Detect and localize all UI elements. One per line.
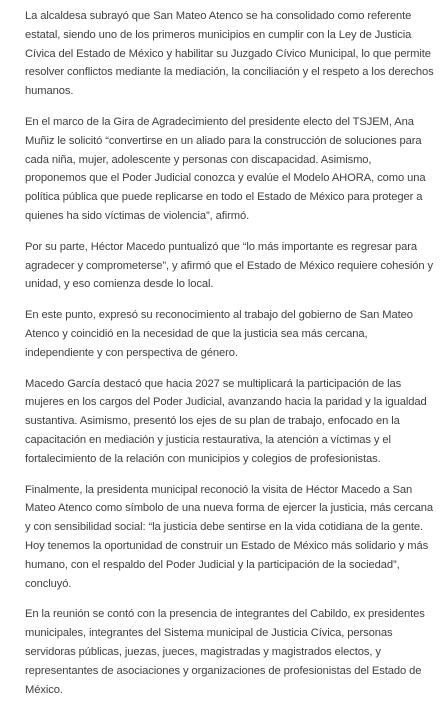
paragraph: En el marco de la Gira de Agradecimiento del presidente electo del TSJEM, Ana Muñiz le solicitó “convertirse en un aliado para la construcción de soluciones para cada niña, mujer, adolescente y personas con discapacidad. Asimismo, proponemos que el Poder Judicial conozca y evalúe el Modelo AHORA, como una política pública que puede replicarse en todo el Estado de México para proteger a quienes ha sido víctimas de violencia”, afirmó. [25,115,426,222]
article-body [25,7,435,711]
paragraph: Finalmente, la presidenta municipal reconoció la visita de Héctor Macedo a San Mateo Atenco como símbolo de una nueva forma de ejercer la justicia, más cercana y con sensibilidad social: “la justicia debe sentirse en la vida cotidiana de la gente. Hoy tenemos la oportunidad de construir un Estado de México más solidario y más humano, con el respaldo del Poder Judicial y la participación de la sociedad”, concluyó. [25,483,434,590]
paragraph: En este punto, expresó su reconocimiento al trabajo del gobierno de San Mateo Atenco y coincidió en la necesidad de que la justicia sea más cercana, independiente y con perspectiva de género. [25,309,413,359]
paragraph: Por su parte, Héctor Macedo puntualizó que “lo más importante es regresar para agradecer y comprometerse”, y afirmó que el Estado de México requiere cohesión y unidad, y eso comienza desde lo local. [25,240,434,291]
paragraph: Macedo García destacó que hacia 2027 se multiplicará la participación de las mujeres en los cargos del Poder Judicial, avanzando hacia la paridad y la igualdad sustantiva. Asimismo, presentó los ejes de su plan de trabajo, enfocado en la capacitación en mediación y justicia restaurativa, la atención a víctimas y el fortalecimiento de la relación con municipios y colegios de profesionistas. [25,377,427,465]
paragraph: En la reunión se contó con la presencia de integrantes del Cabildo, ex presidentes municipales, integrantes del Sistema municipal de Justicia Cívica, personas servidoras públicas, juezas, jueces, magistradas y magistrados electos, y representantes de asociaciones y organizaciones de profesionistas del Estado de México. [25,608,425,696]
paragraph: La alcaldesa subrayó que San Mateo Atenco se ha consolidado como referente estatal, siendo uno de los primeros municipios en cumplir con la Ley de Justicia Cívica del Estado de México y habilitar su Juzgado Cívico Municipal, lo que permite resolver conflictos mediante la mediación, la conciliación y el respeto a los derechos humanos. [25,10,434,98]
